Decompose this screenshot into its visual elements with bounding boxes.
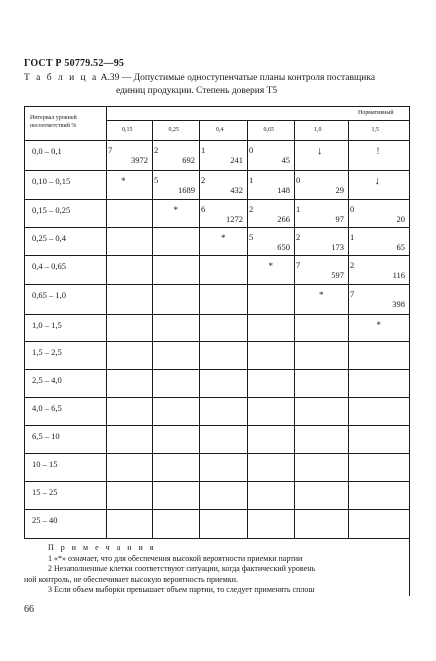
cell-sample-size: 0 bbox=[249, 145, 254, 155]
cell-sample-size: 2 bbox=[154, 145, 159, 155]
cell-acceptance-number: 3972 bbox=[131, 155, 148, 165]
cell-acceptance-number: 597 bbox=[331, 270, 344, 280]
cell-sample-size: 5 bbox=[154, 175, 159, 185]
row-label: 15 – 25 bbox=[32, 487, 58, 497]
table-rule bbox=[24, 199, 409, 200]
row-label: 10 – 15 bbox=[32, 459, 58, 469]
column-header: 0,65 bbox=[263, 127, 274, 133]
cell-sample-size: 7 bbox=[350, 289, 355, 299]
cell-sample-size: 6 bbox=[201, 204, 206, 214]
cell-sample-size: 1 bbox=[201, 145, 206, 155]
cell-acceptance-number: 148 bbox=[277, 185, 290, 195]
table-rule bbox=[24, 453, 409, 454]
table-caption-word: Т а б л и ц а bbox=[24, 73, 99, 83]
cell-acceptance-number: 432 bbox=[230, 185, 243, 195]
cell-sample-size: 2 bbox=[249, 204, 254, 214]
table-rule bbox=[294, 120, 295, 538]
cell-acceptance-number: 29 bbox=[335, 185, 344, 195]
cell-acceptance-number: 20 bbox=[396, 214, 405, 224]
row-label: 1,0 – 1,5 bbox=[32, 320, 62, 330]
cell-acceptance-number: 65 bbox=[396, 242, 405, 252]
row-header-label: Интервал уровней bbox=[30, 115, 77, 121]
cell-acceptance-number: 241 bbox=[230, 155, 243, 165]
column-header: 0,25 bbox=[168, 127, 179, 133]
asterisk-mark: * bbox=[376, 320, 381, 330]
table-rule bbox=[24, 538, 409, 539]
note-2-cont: ной контроль, не обеспечивает высокую вероятность приемки. bbox=[24, 574, 239, 584]
cell-acceptance-number: 266 bbox=[277, 214, 290, 224]
cell-acceptance-number: 97 bbox=[335, 214, 344, 224]
cell-sample-size: 0 bbox=[296, 175, 301, 185]
cell-acceptance-number: 116 bbox=[392, 270, 405, 280]
notes-heading: П р и м е ч а н и я bbox=[48, 543, 156, 552]
down-arrow-icon: ↓ bbox=[374, 175, 380, 187]
table-rule bbox=[247, 120, 248, 538]
note-1: 1 «*» означает, что для обеспечения высокой вероятности приемки партии bbox=[48, 553, 303, 563]
down-arrow-icon: ↓ bbox=[317, 145, 323, 157]
table-caption-text: А.39 — Допустимые одноступенчатые планы контроля поставщика bbox=[100, 73, 376, 83]
cell-sample-size: 2 bbox=[350, 260, 355, 270]
table-rule bbox=[24, 255, 409, 256]
cell-acceptance-number: 692 bbox=[182, 155, 195, 165]
cell-acceptance-number: 173 bbox=[331, 242, 344, 252]
cell-acceptance-number: 1689 bbox=[178, 185, 195, 195]
cell-sample-size: 1 bbox=[350, 232, 355, 242]
table-rule bbox=[24, 509, 409, 510]
cell-acceptance-number: 398 bbox=[392, 299, 405, 309]
asterisk-mark: * bbox=[268, 261, 273, 271]
document-title: ГОСТ Р 50779.52—95 bbox=[24, 58, 125, 69]
row-label: 0,15 – 0,25 bbox=[32, 205, 71, 215]
cell-sample-size: 7 bbox=[108, 145, 113, 155]
asterisk-mark: * bbox=[319, 290, 324, 300]
cell-sample-size: 1 bbox=[249, 175, 254, 185]
table-rule bbox=[24, 284, 409, 285]
cell-sample-size: 2 bbox=[201, 175, 206, 185]
row-label: 0,65 – 1,0 bbox=[32, 290, 66, 300]
row-label: 0,0 – 0,1 bbox=[32, 146, 62, 156]
table-rule bbox=[24, 369, 409, 370]
column-header: 0,15 bbox=[122, 127, 133, 133]
table-caption-line2: единиц продукции. Степень доверия Т5 bbox=[116, 86, 278, 96]
exclamation-mark: ! bbox=[376, 146, 380, 156]
note-3: 3 Если объем выборки превышает объем партии, то следует применять сплош bbox=[48, 585, 315, 595]
cell-acceptance-number: 45 bbox=[281, 155, 290, 165]
cell-sample-size: 0 bbox=[350, 204, 355, 214]
table-rule bbox=[24, 341, 409, 342]
top-header-label: Нормативный bbox=[358, 110, 394, 116]
row-label: 2,5 – 4,0 bbox=[32, 375, 62, 385]
row-label: 1,5 – 2,5 bbox=[32, 347, 62, 357]
cell-sample-size: 2 bbox=[296, 232, 301, 242]
row-label: 0,25 – 0,4 bbox=[32, 233, 66, 243]
cell-sample-size: 7 bbox=[296, 260, 301, 270]
cell-sample-size: 1 bbox=[296, 204, 301, 214]
row-label: 0,4 – 0,65 bbox=[32, 261, 66, 271]
row-header-label: несоответствий % bbox=[30, 123, 77, 129]
row-label: 6,5 – 10 bbox=[32, 431, 60, 441]
column-header: 0,4 bbox=[216, 127, 224, 133]
row-label: 4,0 – 6,5 bbox=[32, 403, 62, 413]
row-label: 25 – 40 bbox=[32, 515, 58, 525]
table-rule bbox=[24, 170, 409, 171]
cell-sample-size: 5 bbox=[249, 232, 254, 242]
asterisk-mark: * bbox=[173, 205, 178, 215]
page-number: 66 bbox=[24, 604, 34, 615]
table-rule bbox=[199, 120, 200, 538]
notes-block bbox=[24, 543, 414, 596]
cell-acceptance-number: 1272 bbox=[226, 214, 243, 224]
column-header: 1,5 bbox=[371, 127, 379, 133]
asterisk-mark: * bbox=[221, 233, 226, 243]
table-rule bbox=[24, 106, 409, 107]
row-label: 0,10 – 0,15 bbox=[32, 176, 71, 186]
table-rule bbox=[24, 425, 409, 426]
cell-acceptance-number: 650 bbox=[277, 242, 290, 252]
table-rule bbox=[24, 140, 409, 141]
column-header: 1,0 bbox=[314, 127, 322, 133]
table-rule bbox=[348, 120, 349, 538]
table-rule bbox=[24, 227, 409, 228]
table-rule bbox=[24, 397, 409, 398]
table-rule bbox=[24, 314, 409, 315]
note-2: 2 Незаполненные клетки соответствуют ситуации, когда фактический уровень bbox=[48, 564, 316, 574]
table-rule bbox=[24, 481, 409, 482]
table-rule bbox=[409, 106, 410, 538]
asterisk-mark: * bbox=[121, 176, 126, 186]
table-rule bbox=[152, 120, 153, 538]
